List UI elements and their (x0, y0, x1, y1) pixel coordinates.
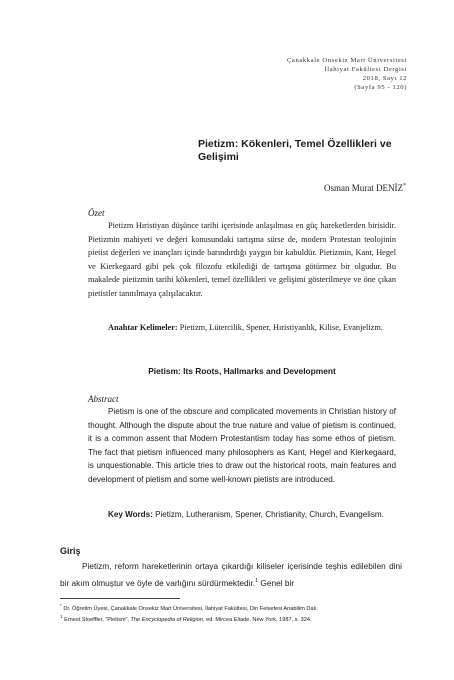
journal-issue: 2018, Sayı 12 (362, 75, 407, 82)
giris-paragraph (60, 559, 402, 591)
footnotes (60, 602, 410, 625)
abstract-paragraph (88, 405, 396, 487)
ozet-keywords (88, 321, 396, 335)
journal-faculty: İlahiyat Fakültesi Dergisi (324, 66, 407, 73)
footnote-text: Dr. Öğretim Üyesi, Çanakkale Onsekiz Mart Üniversitesi, İlahiyat Fakültesi, Din Felsefesi Anabilim Dalı. (63, 605, 318, 612)
abstract-keywords-label: Key Words: (108, 510, 153, 519)
author-name: Osman Murat DENİZ (324, 183, 403, 193)
giris-text: Pietizm, reform hareketlerinin ortaya çıkardığı kiliseler içerisinde teşhis edilebilen dini bir akım olmuştur ve öyle de varlığını sürdürmektedir. (60, 561, 402, 588)
abstract-keywords (88, 508, 396, 522)
footnote-1 (60, 613, 410, 624)
journal-university: Çanakkale Onsekiz Mart Üniversitesi (286, 57, 407, 64)
ozet-label: Özet (88, 208, 105, 218)
footnote-ref-1[interactable]: 1 (255, 578, 259, 584)
footnote-divider (60, 598, 180, 599)
ozet-text: Pietizm Hıristiyan düşünce tarihi içerisinde anlaşılması en güç hareketlerden birisidir. Pietizmin mahiyeti ve değeri konusundaki tartışma sürse de, modern Protestan teolojinin pietist değerleri ve inançları içinde barındırdığı yaygın bir kabuldür. Pietizmin, Kant, Hegel ve Kierkegaard gibi pek çok filozofu etkilediği de tartışma götürmez bir olgudur. Bu makalede pietizmin tarihi kökenleri, temel özellikleri ve gelişimi gösterilmeye ve öne çıkan pietistler tanıtılmaya çalışılacaktır. (88, 221, 396, 298)
footnote-mark: 1 (60, 614, 63, 620)
footnote-text-italic: The Encyclopedia of Religion (130, 617, 203, 624)
abstract-keywords-text: Pietizm, Lutheranism, Spener, Christianity, Church, Evangelism. (155, 510, 384, 519)
abstract-text: Pietism is one of the obscure and complicated movements in Christian history of thought. Although the dispute about the true nature and value of pietism is continued, it is a common assent that Modern Protestantism today has some ethos of pietism. The fact that pietism influenced many philosophers as Kant, Hegel and Kierkegaard, is unquestionable. This article tries to draw out the historical roots, main features and development of pietism and some well-known pietists are introduced. (88, 407, 396, 484)
author (324, 183, 406, 193)
ozet-paragraph (88, 219, 396, 301)
abstract-label: Abstract (88, 394, 119, 404)
author-footnote-mark: * (403, 183, 406, 189)
article-title: Pietizm: Kökenleri, Temel Özellikleri ve Gelişimi (198, 138, 392, 163)
footnote-mark: * (60, 603, 62, 608)
footnote-text-pre: Ernest Stoeffler, “Pietism”, (64, 617, 131, 624)
footnote-author (60, 602, 410, 613)
ozet-keywords-label: Anahtar Kelimeler: (108, 323, 178, 332)
journal-pages: (Sayfa 95 - 120) (354, 84, 407, 91)
english-title: Pietism: Its Roots, Hallmarks and Development (148, 366, 336, 376)
footnote-text-post: , ed. Mircea Eliade, New York, 1987, s. 324. (202, 617, 312, 624)
ozet-keywords-text: Pietizm, Lütercilik, Spener, Hıristiyanlık, Kilise, Evanjelizm. (179, 323, 383, 332)
giris-heading: Giriş (60, 546, 81, 556)
journal-header (187, 56, 407, 92)
giris-text-after: Genel bir (258, 577, 295, 588)
